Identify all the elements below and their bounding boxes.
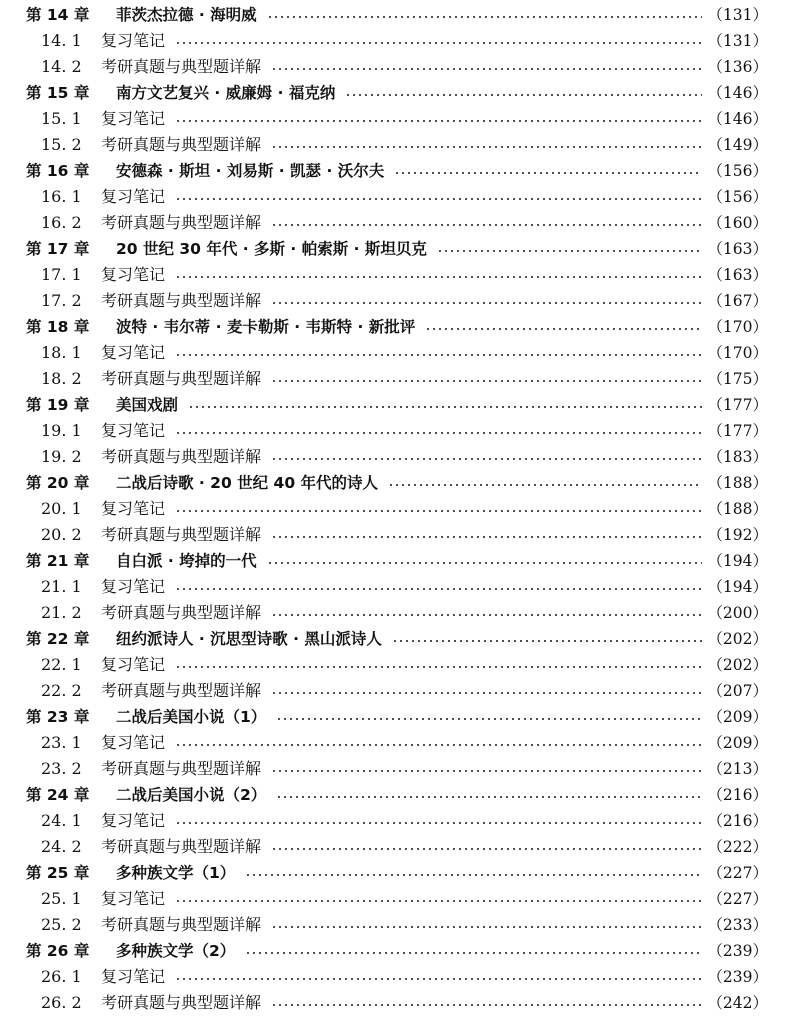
section-title: 考研真题与典型题详解 [101,447,262,466]
dot-leader [175,666,702,668]
toc-section-entry[interactable] [0,210,790,236]
section-number: 24. 2 [41,837,82,856]
toc-chapter-entry[interactable] [0,782,790,808]
toc-section-entry[interactable] [0,652,790,678]
section-title: 复习笔记 [101,421,166,440]
section-title: 考研真题与典型题详解 [101,525,262,544]
toc-chapter-entry[interactable] [0,80,790,106]
toc-section-entry[interactable] [0,834,790,860]
section-title: 考研真题与典型题详解 [101,213,262,232]
dot-leader [175,42,702,44]
section-number: 26. 2 [41,993,82,1012]
section-number: 25. 1 [41,889,82,908]
page-number: （239） [707,942,768,960]
section-title: 复习笔记 [101,577,166,596]
section-number: 19. 1 [41,421,82,440]
section-number: 19. 2 [41,447,82,466]
toc-section-entry[interactable] [0,262,790,288]
section-title: 考研真题与典型题详解 [101,837,262,856]
toc-chapter-entry[interactable] [0,2,790,28]
chapter-number: 第 22 章 [26,630,90,648]
section-number: 22. 1 [41,655,82,674]
section-title: 复习笔记 [101,967,166,986]
page-number: （194） [707,552,768,570]
toc-section-entry[interactable] [0,418,790,444]
page-number: （136） [707,58,768,76]
toc-section-entry[interactable] [0,912,790,938]
chapter-title: 菲茨杰拉德 · 海明威 [116,6,257,24]
section-number: 18. 1 [41,343,82,362]
page-number: （227） [707,864,768,882]
page-number: （216） [707,812,768,830]
dot-leader [425,328,702,330]
section-number: 14. 2 [41,57,82,76]
page-number: （175） [707,370,768,388]
section-number: 23. 2 [41,759,82,778]
section-title: 考研真题与典型题详解 [101,993,262,1012]
page-number: （177） [707,396,768,414]
table-of-contents [0,2,790,1016]
dot-leader [175,276,702,278]
dot-leader [276,718,702,720]
toc-section-entry[interactable] [0,678,790,704]
dot-leader [175,198,702,200]
chapter-number: 第 15 章 [26,84,90,102]
page-number: （146） [707,110,768,128]
toc-section-entry[interactable] [0,730,790,756]
page-number: （146） [707,84,768,102]
section-title: 考研真题与典型题详解 [101,681,262,700]
toc-section-entry[interactable] [0,184,790,210]
toc-section-entry[interactable] [0,886,790,912]
toc-chapter-entry[interactable] [0,548,790,574]
toc-section-entry[interactable] [0,288,790,314]
page-number: （167） [707,292,768,310]
section-title: 考研真题与典型题详解 [101,135,262,154]
dot-leader [175,978,702,980]
chapter-number: 第 16 章 [26,162,90,180]
dot-leader [345,94,702,96]
chapter-title: 二战后诗歌 · 20 世纪 40 年代的诗人 [116,474,379,492]
section-title: 考研真题与典型题详解 [101,291,262,310]
chapter-number: 第 14 章 [26,6,90,24]
chapter-title: 多种族文学（1） [116,864,236,882]
section-title: 复习笔记 [101,31,166,50]
page-number: （227） [707,890,768,908]
dot-leader [175,588,702,590]
toc-chapter-entry[interactable] [0,236,790,262]
chapter-number: 第 26 章 [26,942,90,960]
page-number: （156） [707,188,768,206]
toc-section-entry[interactable] [0,132,790,158]
chapter-title: 多种族文学（2） [116,942,236,960]
section-title: 考研真题与典型题详解 [101,603,262,622]
toc-section-entry[interactable] [0,600,790,626]
section-title: 复习笔记 [101,811,166,830]
dot-leader [175,354,702,356]
chapter-title: 纽约派诗人 · 沉思型诗歌 · 黑山派诗人 [116,630,382,648]
section-title: 考研真题与典型题详解 [101,57,262,76]
page-number: （233） [707,916,768,934]
dot-leader [276,796,702,798]
section-number: 22. 2 [41,681,82,700]
page-number: （170） [707,344,768,362]
chapter-title: 波特 · 韦尔蒂 · 麦卡勒斯 · 韦斯特 · 新批评 [116,318,416,336]
dot-leader [175,510,702,512]
dot-leader [175,822,702,824]
section-number: 15. 2 [41,135,82,154]
toc-chapter-entry[interactable] [0,470,790,496]
section-number: 15. 1 [41,109,82,128]
page-number: （188） [707,500,768,518]
page-number: （242） [707,994,768,1012]
toc-section-entry[interactable] [0,496,790,522]
section-number: 23. 1 [41,733,82,752]
dot-leader [271,458,702,460]
toc-section-entry[interactable] [0,964,790,990]
section-number: 26. 1 [41,967,82,986]
section-title: 复习笔记 [101,733,166,752]
section-number: 24. 1 [41,811,82,830]
section-title: 复习笔记 [101,265,166,284]
toc-chapter-entry[interactable] [0,860,790,886]
page-number: （207） [707,682,768,700]
toc-section-entry[interactable] [0,522,790,548]
dot-leader [271,536,702,538]
section-number: 16. 2 [41,213,82,232]
dot-leader [271,68,702,70]
section-title: 复习笔记 [101,343,166,362]
dot-leader [245,952,702,954]
dot-leader [267,16,702,18]
page-number: （163） [707,266,768,284]
dot-leader [392,640,702,642]
dot-leader [437,250,702,252]
dot-leader [271,770,702,772]
toc-section-entry[interactable] [0,574,790,600]
dot-leader [271,614,702,616]
toc-section-entry[interactable] [0,106,790,132]
page-number: （160） [707,214,768,232]
chapter-title: 安德森 · 斯坦 · 刘易斯 · 凯瑟 · 沃尔夫 [116,162,385,180]
chapter-number: 第 21 章 [26,552,90,570]
page-number: （177） [707,422,768,440]
section-title: 复习笔记 [101,655,166,674]
dot-leader [271,848,702,850]
toc-section-entry[interactable] [0,990,790,1016]
toc-section-entry[interactable] [0,28,790,54]
section-number: 14. 1 [41,31,82,50]
chapter-title: 二战后美国小说（1） [116,708,267,726]
page-number: （163） [707,240,768,258]
page-number: （202） [707,630,768,648]
section-number: 17. 2 [41,291,82,310]
page-number: （222） [707,838,768,856]
section-number: 21. 2 [41,603,82,622]
chapter-number: 第 19 章 [26,396,90,414]
page-number: （209） [707,734,768,752]
section-title: 复习笔记 [101,109,166,128]
dot-leader [271,380,702,382]
page-number: （216） [707,786,768,804]
chapter-title: 自白派 · 垮掉的一代 [116,552,257,570]
section-title: 复习笔记 [101,889,166,908]
page-number: （131） [707,6,768,24]
dot-leader [271,926,702,928]
chapter-title: 20 世纪 30 年代 · 多斯 · 帕索斯 · 斯坦贝克 [116,240,427,258]
section-title: 考研真题与典型题详解 [101,369,262,388]
dot-leader [271,302,702,304]
page-number: （202） [707,656,768,674]
page-number: （209） [707,708,768,726]
page-number: （131） [707,32,768,50]
page-number: （183） [707,448,768,466]
dot-leader [175,744,702,746]
dot-leader [394,172,702,174]
page-number: （194） [707,578,768,596]
chapter-number: 第 23 章 [26,708,90,726]
dot-leader [245,874,702,876]
toc-chapter-entry[interactable] [0,314,790,340]
page-number: （213） [707,760,768,778]
dot-leader [175,432,702,434]
toc-section-entry[interactable] [0,340,790,366]
toc-chapter-entry[interactable] [0,938,790,964]
page-number: （192） [707,526,768,544]
chapter-title: 南方文艺复兴 · 威廉姆 · 福克纳 [116,84,336,102]
section-number: 18. 2 [41,369,82,388]
page-number: （156） [707,162,768,180]
section-title: 考研真题与典型题详解 [101,915,262,934]
dot-leader [271,1004,702,1006]
dot-leader [175,900,702,902]
page-number: （188） [707,474,768,492]
page-number: （239） [707,968,768,986]
toc-chapter-entry[interactable] [0,626,790,652]
dot-leader [271,146,702,148]
toc-chapter-entry[interactable] [0,392,790,418]
section-number: 21. 1 [41,577,82,596]
chapter-number: 第 20 章 [26,474,90,492]
dot-leader [388,484,702,486]
toc-section-entry[interactable] [0,444,790,470]
toc-chapter-entry[interactable] [0,158,790,184]
dot-leader [188,406,702,408]
chapter-number: 第 25 章 [26,864,90,882]
section-number: 17. 1 [41,265,82,284]
toc-section-entry[interactable] [0,54,790,80]
chapter-number: 第 17 章 [26,240,90,258]
section-title: 复习笔记 [101,499,166,518]
section-title: 复习笔记 [101,187,166,206]
section-number: 20. 1 [41,499,82,518]
section-title: 考研真题与典型题详解 [101,759,262,778]
dot-leader [271,224,702,226]
dot-leader [175,120,702,122]
dot-leader [271,692,702,694]
toc-section-entry[interactable] [0,366,790,392]
chapter-title: 二战后美国小说（2） [116,786,267,804]
section-number: 25. 2 [41,915,82,934]
section-number: 20. 2 [41,525,82,544]
page-number: （200） [707,604,768,622]
page-number: （149） [707,136,768,154]
page-number: （170） [707,318,768,336]
toc-section-entry[interactable] [0,756,790,782]
chapter-title: 美国戏剧 [116,396,179,414]
chapter-number: 第 18 章 [26,318,90,336]
dot-leader [267,562,702,564]
toc-chapter-entry[interactable] [0,704,790,730]
section-number: 16. 1 [41,187,82,206]
toc-section-entry[interactable] [0,808,790,834]
chapter-number: 第 24 章 [26,786,90,804]
